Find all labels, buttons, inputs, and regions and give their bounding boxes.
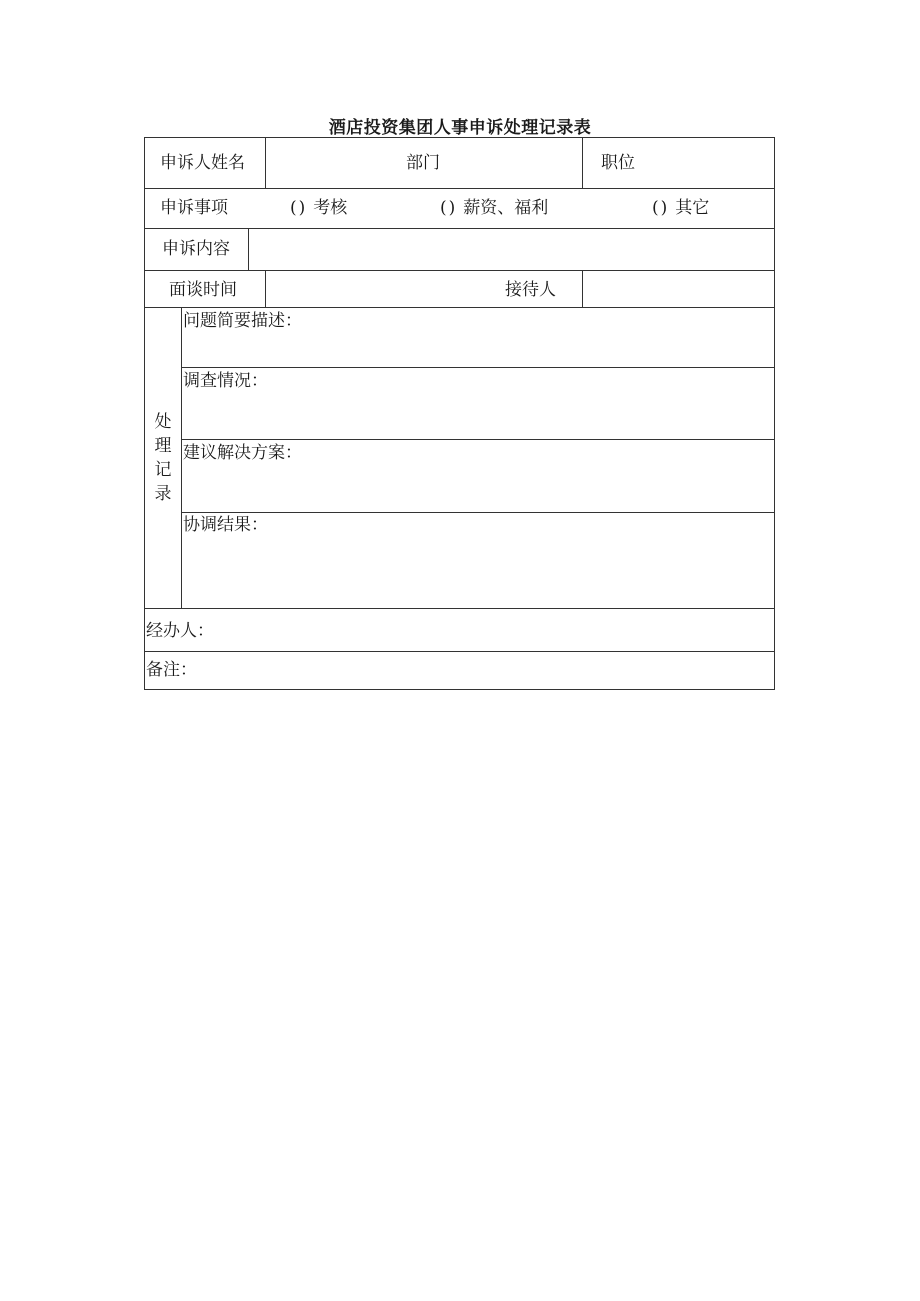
problem-description-field[interactable] <box>182 333 773 366</box>
appeal-record-form <box>144 137 775 690</box>
investigation-label: 调查情况： <box>183 371 268 391</box>
coordination-result-label: 协调结果： <box>183 515 268 535</box>
row-divider <box>181 512 774 513</box>
checkbox-paren: () <box>440 198 458 218</box>
option-other[interactable] <box>652 198 709 218</box>
checkbox-paren: () <box>652 198 670 218</box>
processing-record-char: 记 <box>154 460 172 480</box>
handler-field[interactable] <box>215 609 773 650</box>
processing-record-char: 理 <box>154 436 172 456</box>
row-divider <box>145 188 774 189</box>
processing-record-char: 录 <box>154 484 172 504</box>
investigation-field[interactable] <box>182 393 773 438</box>
receptionist-label: 接待人 <box>505 280 556 300</box>
column-divider <box>582 138 583 188</box>
option-label: 其它 <box>675 198 710 218</box>
department-field[interactable] <box>445 139 581 187</box>
department-label: 部门 <box>406 153 440 173</box>
interview-time-field[interactable] <box>266 271 496 306</box>
position-label: 职位 <box>601 153 635 173</box>
page-title: 酒店投资集团人事申诉处理记录表 <box>328 118 592 138</box>
remarks-field[interactable] <box>195 652 773 689</box>
row-divider <box>181 367 774 368</box>
applicant-name-field[interactable] <box>266 139 396 187</box>
appeal-content-label: 申诉内容 <box>162 239 230 259</box>
proposed-solution-field[interactable] <box>182 465 773 511</box>
problem-description-label: 问题简要描述： <box>183 311 302 331</box>
option-label: 薪资、福利 <box>463 198 549 218</box>
receptionist-field[interactable] <box>583 271 773 306</box>
appeal-matter-label: 申诉事项 <box>160 198 228 218</box>
option-assessment[interactable] <box>290 198 347 218</box>
handler-label: 经办人： <box>146 621 214 641</box>
row-divider <box>145 307 774 308</box>
interview-time-label: 面谈时间 <box>169 280 237 300</box>
processing-record-label <box>145 410 181 506</box>
row-divider <box>181 439 774 440</box>
applicant-name-label: 申诉人姓名 <box>160 153 245 173</box>
proposed-solution-label: 建议解决方案： <box>183 443 302 463</box>
processing-record-char: 处 <box>154 412 172 432</box>
checkbox-paren: () <box>290 198 308 218</box>
option-label: 考核 <box>313 198 348 218</box>
appeal-content-field[interactable] <box>249 229 773 269</box>
coordination-result-field[interactable] <box>182 537 773 607</box>
option-salary-benefits[interactable] <box>440 198 548 218</box>
position-field[interactable] <box>640 139 773 187</box>
remarks-label: 备注： <box>146 660 197 680</box>
